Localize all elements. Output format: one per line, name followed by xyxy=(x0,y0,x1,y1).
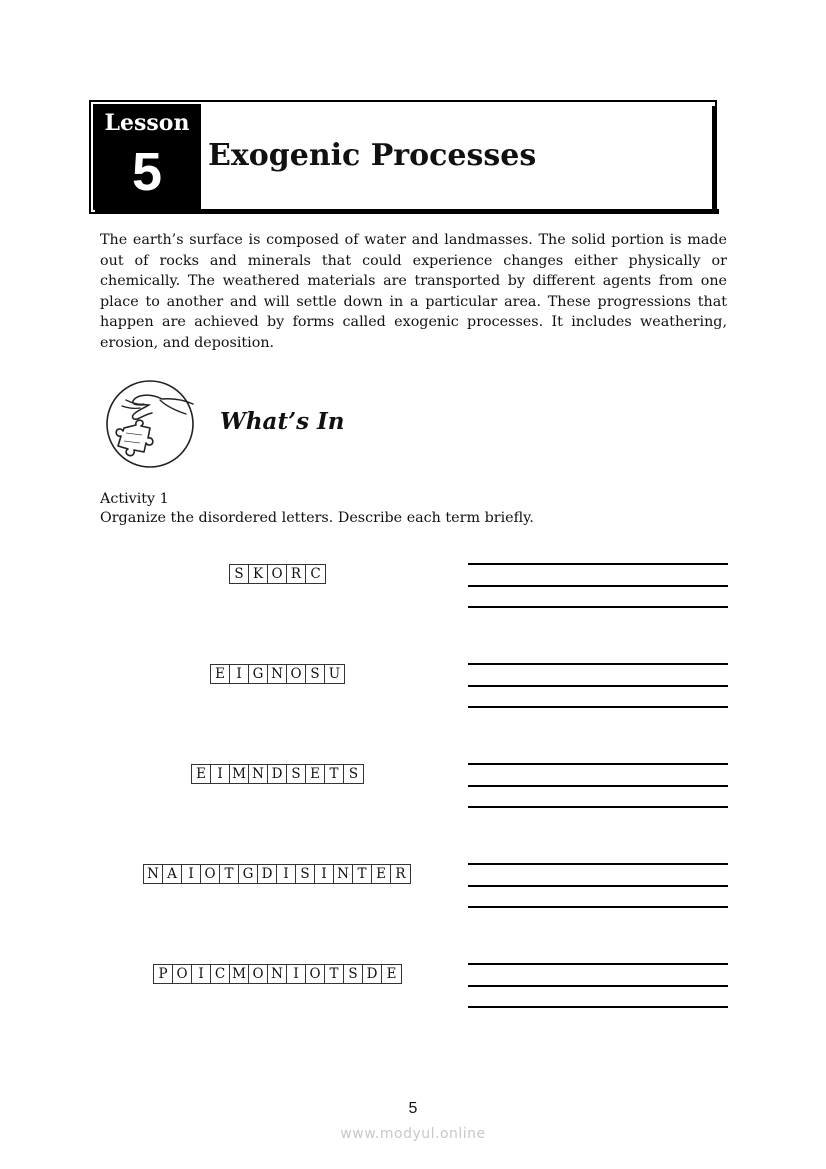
answer-line xyxy=(468,663,728,665)
answer-line xyxy=(468,606,728,608)
activity-title: Activity 1 xyxy=(100,491,169,507)
scrambled-word xyxy=(229,564,326,584)
letter-tile: E xyxy=(306,765,325,783)
letter-tile: E xyxy=(386,966,397,982)
letter-tile: I xyxy=(287,965,306,983)
letter-tile: N xyxy=(144,865,163,883)
scrambled-word xyxy=(191,764,364,784)
scrambled-word xyxy=(143,864,411,884)
letter-tile: R xyxy=(287,565,306,583)
letter-tile: E xyxy=(192,765,211,783)
letter-tile: N xyxy=(268,665,287,683)
letter-tile: N xyxy=(334,865,353,883)
letter-tile: E xyxy=(372,865,391,883)
answer-line xyxy=(468,563,728,565)
letter-tile: G xyxy=(239,865,258,883)
letter-tile: U xyxy=(328,666,341,682)
lesson-title: Exogenic Processes xyxy=(208,138,537,173)
letter-tile: S xyxy=(348,766,359,782)
answer-line xyxy=(468,685,728,687)
watermark: www.modyul.online xyxy=(340,1126,486,1142)
letter-tile: T xyxy=(325,965,344,983)
letter-tile: G xyxy=(249,665,268,683)
letter-tile: T xyxy=(220,865,239,883)
scrambled-word xyxy=(153,964,402,984)
answer-line xyxy=(468,885,728,887)
lesson-header xyxy=(89,100,717,214)
letter-tile: I xyxy=(230,665,249,683)
letter-tile: D xyxy=(363,965,382,983)
letter-tile: K xyxy=(249,565,268,583)
letter-tile: E xyxy=(211,665,230,683)
letter-tile: S xyxy=(344,965,363,983)
letter-tile: S xyxy=(287,765,306,783)
lesson-number: 5 xyxy=(131,142,163,202)
letter-tile: M xyxy=(230,965,249,983)
answer-line xyxy=(468,863,728,865)
answer-line xyxy=(468,785,728,787)
answer-line xyxy=(468,985,728,987)
letter-tile: I xyxy=(277,865,296,883)
lesson-badge xyxy=(93,104,201,210)
letter-tile: O xyxy=(249,965,268,983)
letter-tile: D xyxy=(258,865,277,883)
letter-tile: N xyxy=(249,765,268,783)
letter-tile: O xyxy=(287,665,306,683)
letter-tile: S xyxy=(306,665,325,683)
hand-puzzle-icon xyxy=(104,378,198,474)
letter-tile: A xyxy=(163,865,182,883)
letter-tile: N xyxy=(268,965,287,983)
letter-tile: P xyxy=(154,965,173,983)
letter-tile: T xyxy=(325,765,344,783)
letter-tile: O xyxy=(268,565,287,583)
letter-tile: I xyxy=(182,865,201,883)
letter-tile: M xyxy=(230,765,249,783)
answer-line xyxy=(468,1006,728,1008)
scrambled-word xyxy=(210,664,345,684)
intro-paragraph: The earth’s surface is composed of water and landmasses. The solid portion is made out of rocks and minerals that could experience changes either physically or chemically. The weathered materials are transported by different agents from one place to another and will settle down in a particular area. These progressions that happen are achieved by forms called exogenic processes. It includes weathering, erosion, and deposition. xyxy=(100,232,727,351)
section-title: What’s In xyxy=(220,408,345,435)
letter-tile: R xyxy=(395,866,406,882)
letter-tile: T xyxy=(353,865,372,883)
answer-line xyxy=(468,585,728,587)
letter-tile: O xyxy=(201,865,220,883)
letter-tile: C xyxy=(310,566,321,582)
activity-instruction: Organize the disordered letters. Describe each term briefly. xyxy=(100,510,534,526)
answer-line xyxy=(468,763,728,765)
letter-tile: C xyxy=(211,965,230,983)
letter-tile: I xyxy=(211,765,230,783)
answer-line xyxy=(468,963,728,965)
answer-line xyxy=(468,906,728,908)
letter-tile: O xyxy=(173,965,192,983)
letter-tile: O xyxy=(306,965,325,983)
letter-tile: D xyxy=(268,765,287,783)
answer-line xyxy=(468,806,728,808)
lesson-label: Lesson xyxy=(104,110,190,136)
letter-tile: I xyxy=(192,965,211,983)
letter-tile: S xyxy=(230,565,249,583)
letter-tile: I xyxy=(315,865,334,883)
answer-line xyxy=(468,706,728,708)
letter-tile: S xyxy=(296,865,315,883)
page-number: 5 xyxy=(408,1100,418,1117)
header-shadow xyxy=(712,106,717,214)
